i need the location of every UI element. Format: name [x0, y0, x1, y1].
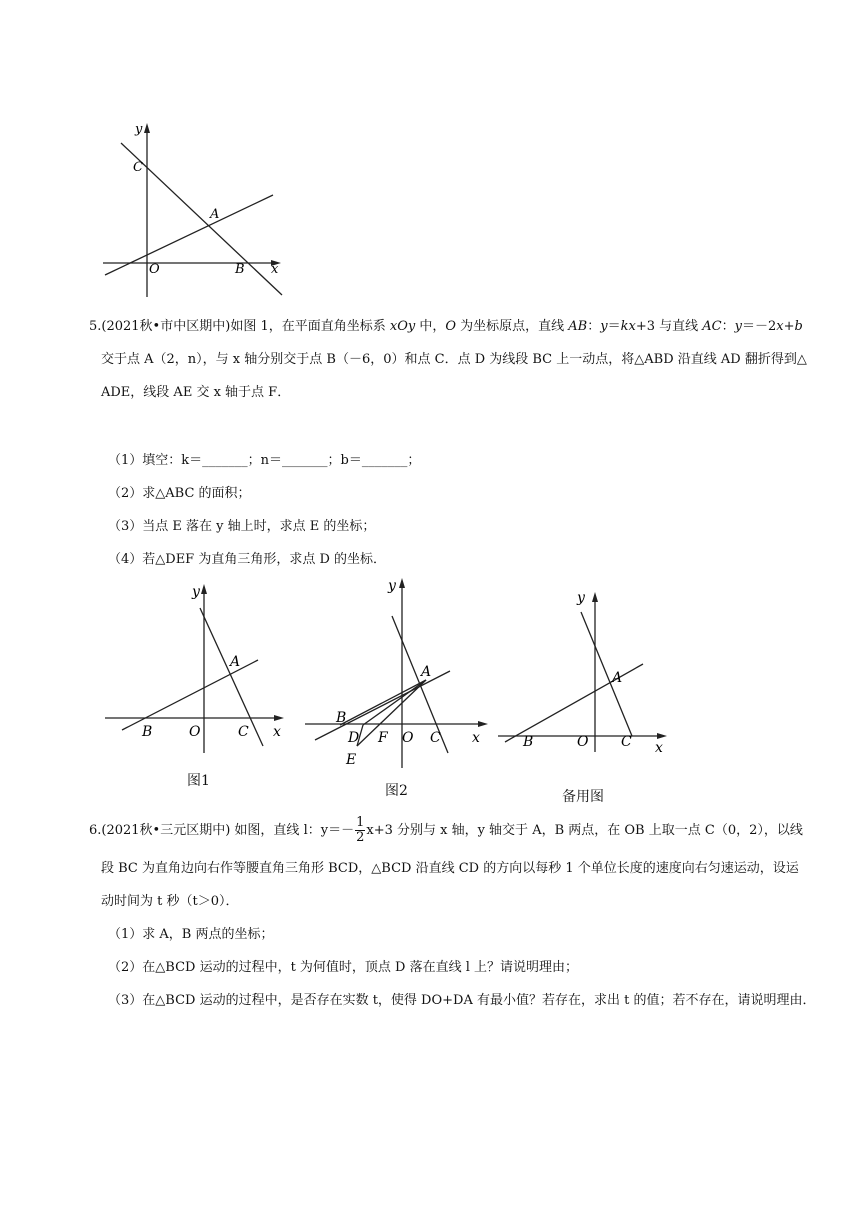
- q6-line3: 动时间为 t 秒（t＞0）．: [101, 894, 239, 909]
- q5-text: y: [600, 319, 608, 334]
- figure-1: [100, 578, 290, 753]
- q6-sub3: （3）在△BCD 运动的过程中，是否存在实数 t，使得 DO+DA 有最小值？若存在，求出 t 的值；若不存在，请说明理由．: [108, 993, 816, 1008]
- q5-text: O: [445, 319, 457, 334]
- label-c: C: [133, 160, 143, 175]
- label-a: A: [421, 664, 432, 680]
- line-cb: [121, 143, 282, 295]
- q5-text: 如图 1，在平面直角坐标系: [230, 319, 390, 334]
- figure-1-caption: 图1: [187, 773, 210, 789]
- q5-sub2: （2）求△ABC 的面积；: [108, 486, 251, 501]
- q6-sub2: （2）在△BCD 运动的过程中，t 为何值时，顶点 D 落在直线 l 上？请说明理由；: [108, 960, 579, 975]
- segment-ad: [363, 680, 426, 725]
- q5-text: AC: [702, 319, 722, 334]
- label-o: O: [402, 730, 414, 746]
- label-c: C: [238, 724, 249, 740]
- q5-sub1: （1）填空：k＝_______；n＝_______；b＝_______；: [108, 453, 421, 468]
- q6-line1: [89, 816, 803, 845]
- q5-text: +: [783, 319, 795, 334]
- label-o: O: [189, 724, 201, 740]
- label-c: C: [430, 730, 441, 746]
- label-b: B: [235, 262, 245, 277]
- label-a: A: [612, 670, 623, 686]
- label-x: x: [273, 724, 281, 740]
- q5-sub4: （4）若△DEF 为直角三角形，求点 D 的坐标．: [108, 552, 387, 567]
- q6-number: 6.: [89, 823, 102, 838]
- line-ac: [200, 608, 263, 746]
- spare-figure-caption: 备用图: [562, 789, 604, 805]
- label-a: A: [210, 207, 220, 222]
- label-c: C: [621, 734, 632, 750]
- q5-text: 中，: [415, 319, 446, 334]
- q5-source: (2021秋•市中区期中): [101, 319, 231, 334]
- q5-text: xOy: [389, 319, 416, 334]
- q6-sub1: （1）求 A，B 两点的坐标；: [108, 927, 274, 942]
- label-b: B: [336, 710, 347, 726]
- label-x: x: [472, 730, 480, 746]
- q5-text: x: [776, 319, 784, 334]
- q5-text: +3 与直线: [635, 319, 703, 334]
- label-x: x: [655, 740, 663, 752]
- q5-number: 5.: [89, 319, 102, 334]
- q5-text: 为坐标原点，直线: [456, 319, 569, 334]
- label-y: y: [388, 578, 396, 594]
- q5-text: ＝: [607, 319, 621, 334]
- fraction-numerator: 1: [356, 815, 365, 830]
- label-y: y: [192, 584, 200, 600]
- label-b: B: [523, 734, 534, 750]
- spare-figure: [495, 582, 675, 752]
- q6-text: x+3 分别与 x 轴，y 轴交于 A，B 两点，在 OB 上取一点 C（0，2），以线: [366, 823, 803, 838]
- q5-text: b: [794, 319, 803, 334]
- line-ab: [505, 664, 643, 742]
- q5-text: ＝－2: [742, 319, 777, 334]
- label-y: y: [135, 122, 143, 137]
- q5-text: y: [734, 319, 742, 334]
- q5-line1: [89, 318, 803, 336]
- segment-ad-left: [340, 680, 426, 725]
- q6-line2: 段 BC 为直角边向右作等腰直角三角形 BCD，△BCD 沿直线 CD 的方向以每秒 1 个单位长度的速度向右匀速运动，设运: [101, 861, 799, 876]
- label-b: B: [142, 724, 153, 740]
- q5-line3: ADE，线段 AE 交 x 轴于点 F．: [101, 385, 291, 400]
- fraction-denominator: 2: [356, 830, 365, 845]
- q5-text: AB: [568, 319, 588, 334]
- figure-2: [300, 568, 490, 773]
- line-ab: [122, 660, 258, 730]
- label-y: y: [577, 590, 585, 606]
- q5-text: ：: [587, 319, 601, 334]
- label-e: E: [346, 752, 357, 768]
- label-d: D: [348, 730, 360, 746]
- label-a: A: [230, 654, 241, 670]
- q5-text: kx: [620, 319, 636, 334]
- label-o: O: [577, 734, 589, 750]
- q5-text: ：: [721, 319, 735, 334]
- figure-2-caption: 图2: [385, 783, 408, 799]
- q5-sub3: （3）当点 E 落在 y 轴上时，求点 E 的坐标；: [108, 519, 376, 534]
- q6-text: (2021秋•三元区期中) 如图，直线 l：y＝－: [101, 823, 355, 838]
- fraction-one-half: [355, 816, 365, 845]
- q5-line2: 交于点 A（2，n），与 x 轴分别交于点 B（－6，0）和点 C．点 D 为线段 BC 上一动点，将△ABD 沿直线 AD 翻折得到△: [101, 352, 807, 367]
- previous-problem-figure: [95, 115, 295, 305]
- label-o: O: [149, 262, 160, 277]
- label-f: F: [378, 730, 388, 746]
- label-x: x: [271, 262, 279, 277]
